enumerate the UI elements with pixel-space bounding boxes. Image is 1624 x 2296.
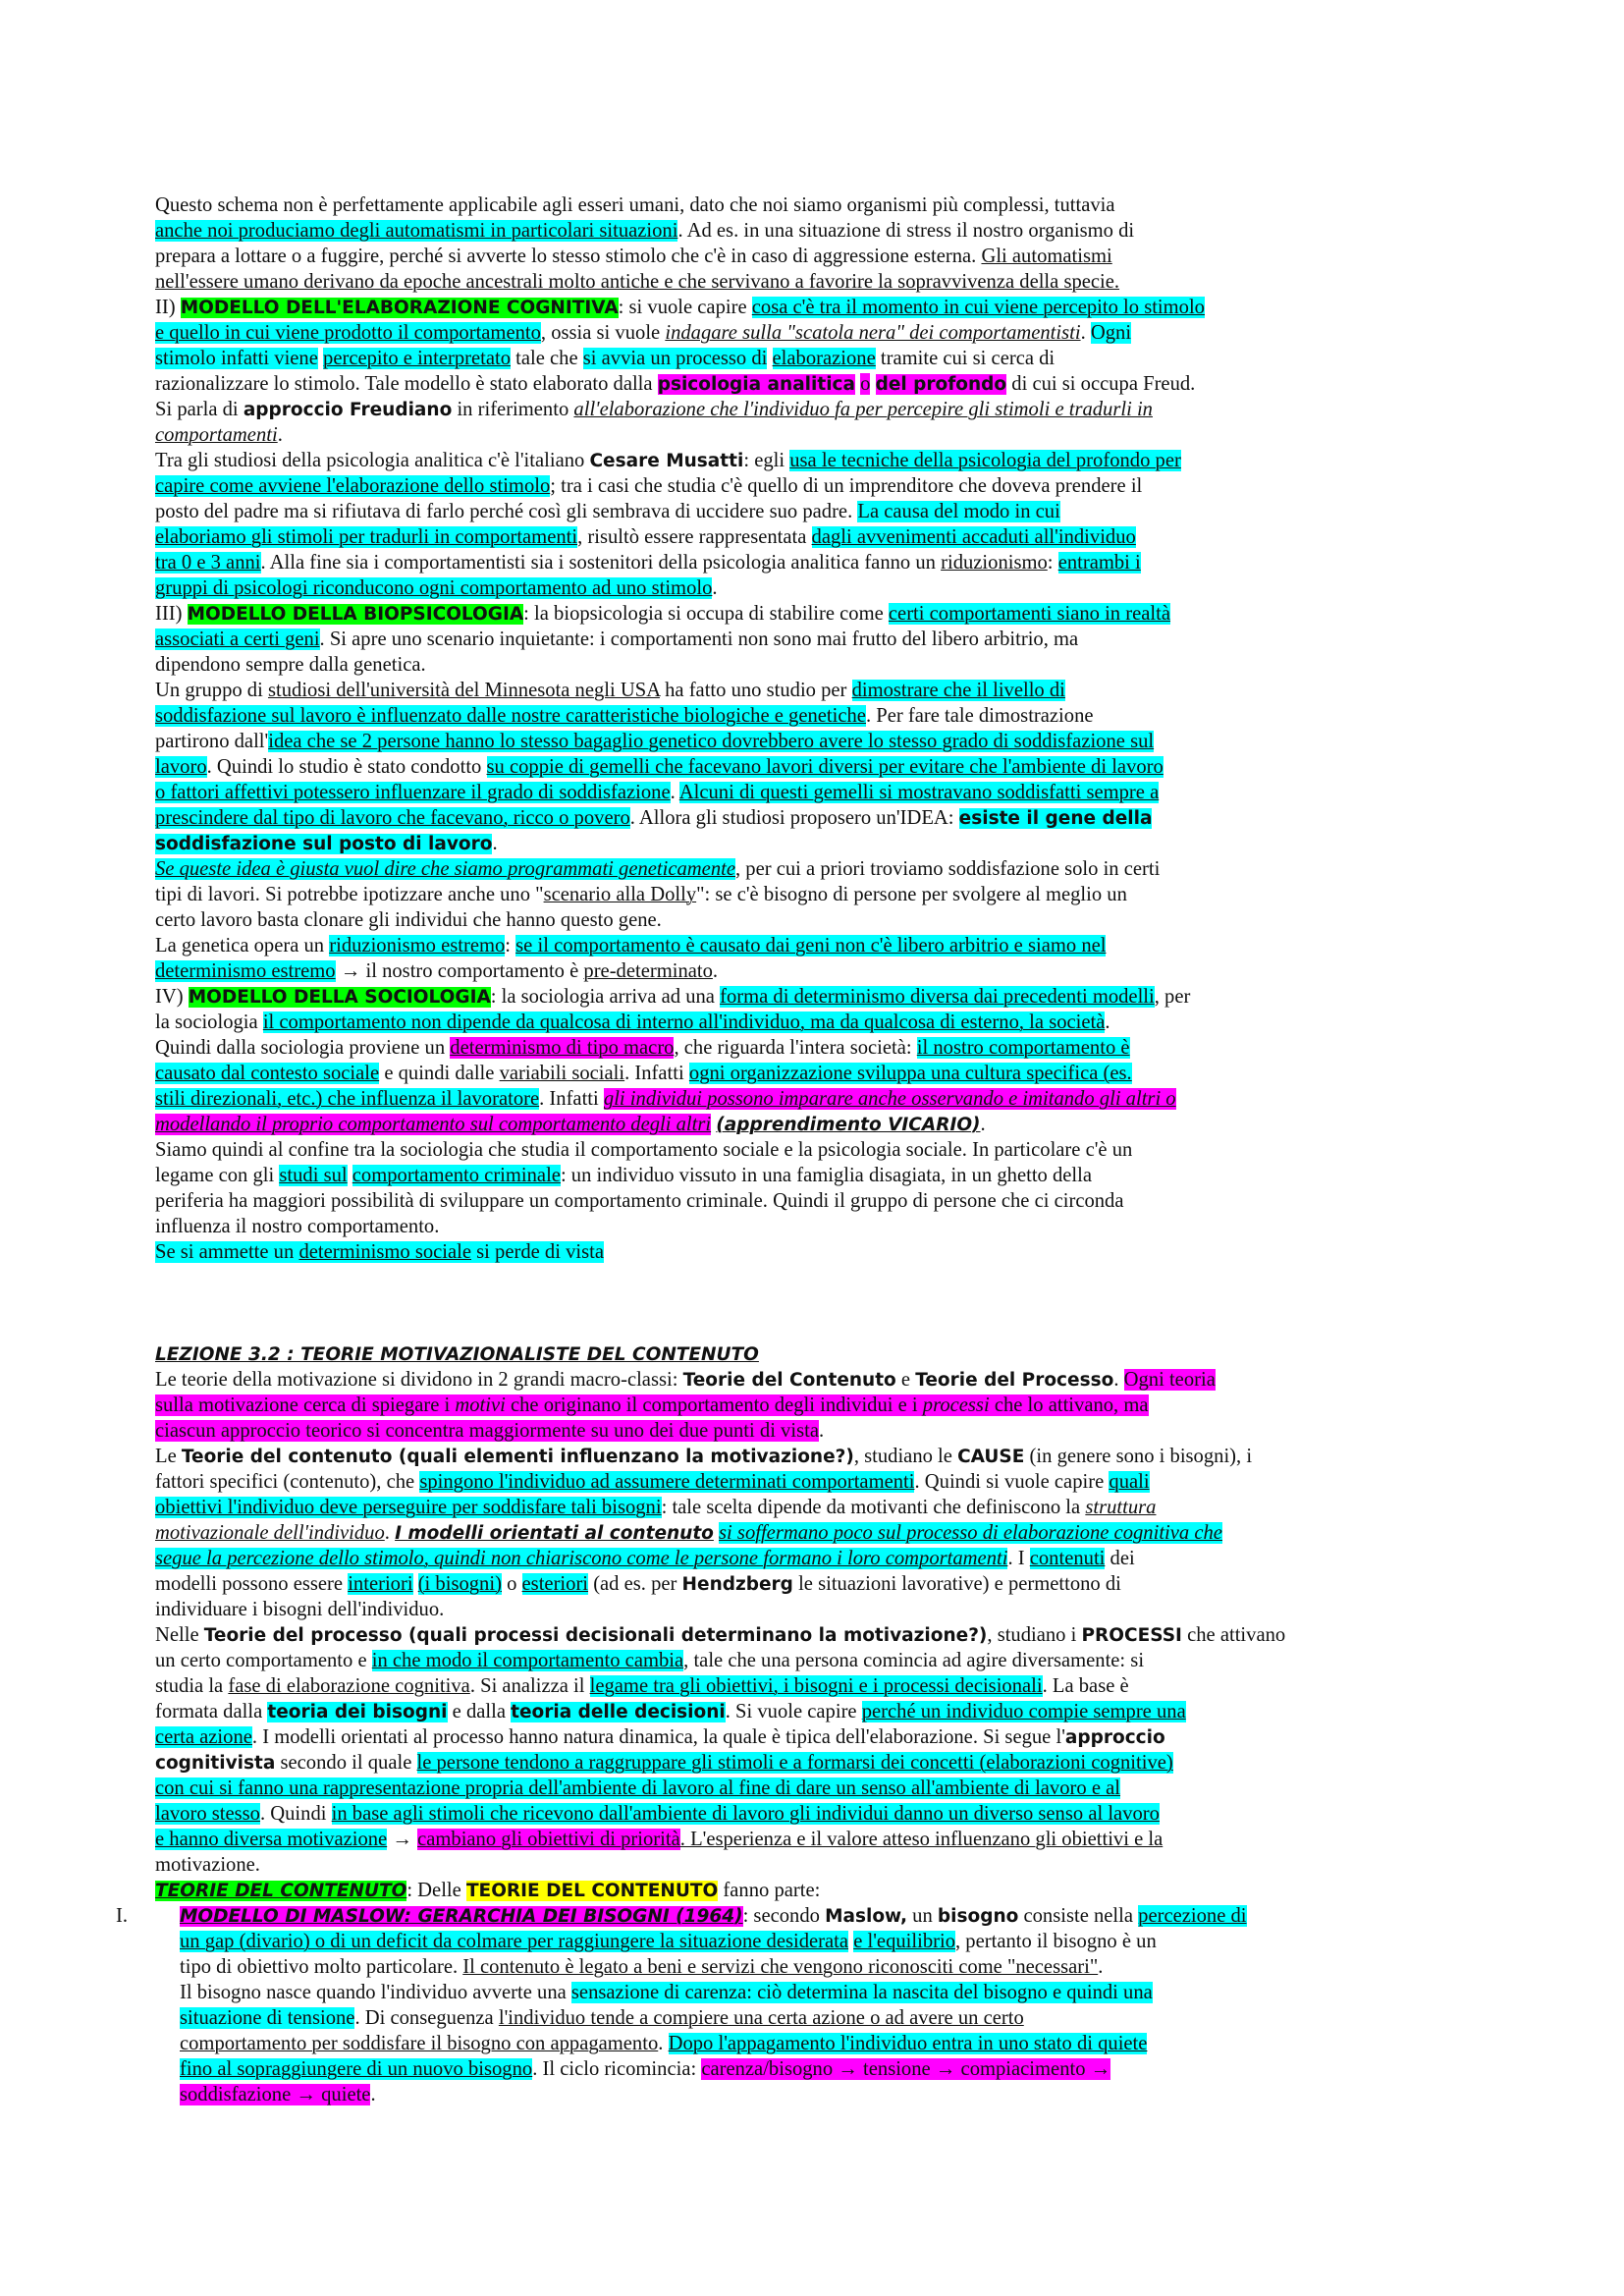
text-line: soddisfazione → quiete. (180, 2084, 376, 2105)
text-line: motivazionale dell'individuo. I modelli orientati al contenuto si soffermano poco sul processo di elaborazione cognitiva che (155, 1522, 1222, 1544)
text-line: Questo schema non è perfettamente applicabile agli esseri umani, dato che noi siamo organismi più complessi, tuttavia (155, 194, 1115, 216)
section-heading: MODELLO DELL'ELABORAZIONE COGNITIVA (180, 298, 619, 318)
section-heading: MODELLO DELLA BIOPSICOLOGIA (187, 604, 524, 625)
text-line: un gap (divario) o di un deficit da colmare per raggiungere la situazione desiderata e l'equilibrio, pertanto il bisogno è un (180, 1931, 1157, 1952)
text-line: periferia ha maggiori possibilità di sviluppare un comportamento criminale. Quindi il gruppo di persone che ci circonda (155, 1190, 1124, 1212)
text-line: Un gruppo di studiosi dell'università del Minnesota negli USA ha fatto uno studio per dimostrare che il livello di (155, 680, 1065, 701)
text-line: partirono dall'idea che se 2 persone hanno lo stesso bagaglio genetico dovrebbero avere lo stesso grado di soddisfazione sul (155, 731, 1155, 752)
text-line: cognitivista secondo il quale le persone tendono a raggruppare gli stimoli e a formarsi dei concetti (elaborazioni cognitive) (155, 1752, 1173, 1774)
text-line: con cui si fanno una rappresentazione propria dell'ambiente di lavoro al fine di dare un senso all'ambiente di lavoro e al (155, 1777, 1120, 1799)
text-line: un certo comportamento e in che modo il comportamento cambia, tale che una persona comincia ad agire diversamente: si (155, 1650, 1145, 1671)
text-line: Quindi dalla sociologia proviene un determinismo di tipo macro, che riguarda l'intera società: il nostro comportamento è (155, 1037, 1130, 1059)
list-item (116, 1903, 1489, 2107)
text-line: soddisfazione sul posto di lavoro. (155, 833, 498, 854)
text-line: certa azione. I modelli orientati al processo hanno natura dinamica, la quale è tipica dell'elaborazione. Si segue l'approccio (155, 1726, 1165, 1748)
text-line: Tra gli studiosi della psicologia analitica c'è l'italiano Cesare Musatti: egli usa le tecniche della psicologia del profondo per (155, 450, 1181, 471)
text-line: la sociologia il comportamento non dipende da qualcosa di interno all'individuo, ma da qualcosa di esterno, la società. (155, 1011, 1110, 1033)
text-line: Se si ammette un determinismo sociale si perde di vista (155, 1241, 604, 1263)
text-line: ciascun approccio teorico si concentra maggiormente su uno dei due punti di vista. (155, 1420, 825, 1442)
text-line: sulla motivazione cerca di spiegare i motivi che originano il comportamento degli individui e i processi che lo attivano, ma (155, 1394, 1149, 1416)
text-line: anche noi produciamo degli automatismi in particolari situazioni. Ad es. in una situazione di stress il nostro organismo di (155, 220, 1135, 242)
text-line: lavoro stesso. Quindi in base agli stimoli che ricevono dall'ambiente di lavoro gli individui danno un diverso senso al lavoro (155, 1803, 1160, 1825)
text-line: obiettivi l'individuo deve perseguire per soddisfare tali bisogni: tale scelta dipende da motivanti che definiscono la struttura (155, 1497, 1157, 1518)
text-line: fattori specifici (contenuto), che spingono l'individuo ad assumere determinati comportamenti. Quindi si vuole capire quali (155, 1471, 1150, 1493)
lesson-title: LEZIONE 3.2 : TEORIE MOTIVAZIONALISTE DEL CONTENUTO (155, 1344, 759, 1365)
text-line: prepara a lottare o a fuggire, perché si avverte lo stesso stimolo che c'è in caso di aggressione esterna. Gli automatismi (155, 246, 1112, 267)
text-line: Se queste idea è giusta vuol dire che siamo programmati geneticamente, per cui a priori troviamo soddisfazione solo in certi (155, 858, 1161, 880)
text-line: modelli possono essere interiori (i bisogni) o esteriori (ad es. per Hendzberg le situazioni lavorative) e permettono di (155, 1573, 1121, 1595)
text-line: prescindere dal tipo di lavoro che facevano, ricco o povero. Allora gli studiosi proposero un'IDEA: esiste il gene della (155, 807, 1153, 829)
section-heading: MODELLO DELLA SOCIOLOGIA (188, 987, 491, 1008)
text-line: soddisfazione sul lavoro è influenzato dalle nostre caratteristiche biologiche e genetiche. Per fare tale dimostrazione (155, 705, 1094, 727)
text-line: influenza il nostro comportamento. (155, 1216, 440, 1237)
text-line: nell'essere umano derivano da epoche ancestrali molto antiche e che servivano a favorire la sopravvivenza della specie. (155, 271, 1120, 293)
text-line: Il bisogno nasce quando l'individuo avverte una sensazione di carenza: ciò determina la nascita del bisogno e quindi una (180, 1982, 1153, 2003)
text-line: fino al sopraggiungere di un nuovo bisogno. Il ciclo ricomincia: carenza/bisogno → tensione → compiacimento → (180, 2058, 1111, 2080)
text-line: Le Teorie del contenuto (quali elementi influenzano la motivazione?), studiano le CAUSE (in genere sono i bisogni), i (155, 1446, 1253, 1467)
text-line (155, 1341, 1489, 1367)
text-line: tra 0 e 3 anni. Alla fine sia i comportamentisti sia i sostenitori della psicologia analitica fanno un riduzionismo: entrambi i (155, 552, 1141, 574)
text-line: formata dalla teoria dei bisogni e dalla teoria delle decisioni. Si vuole capire perché un individuo compie sempre una (155, 1701, 1186, 1722)
text-line: tipo di obiettivo molto particolare. Il contenuto è legato a beni e servizi che vengono riconosciti come "necessari". (180, 1956, 1104, 1978)
text-line: determinismo estremo → il nostro comportamento è pre-determinato. (155, 960, 719, 982)
text-line: Le teorie della motivazione si dividono in 2 grandi macro-classi: Teorie del Contenuto e Teorie del Processo. Ogni teoria (155, 1369, 1216, 1391)
subsection-heading: TEORIE DEL CONTENUTO (155, 1881, 407, 1901)
text-line: II) MODELLO DELL'ELABORAZIONE COGNITIVA: si vuole capire cosa c'è tra il momento in cui viene percepito lo stimolo (155, 297, 1205, 318)
spacer (155, 1265, 1489, 1341)
text-line: certo lavoro basta clonare gli individui che hanno questo gene. (155, 909, 662, 931)
text-line: TEORIE DEL CONTENUTO: Delle TEORIE DEL CONTENUTO fanno parte: (155, 1880, 821, 1901)
text-line: modellando il proprio comportamento sul comportamento degli altri (apprendimento VICARIO). (155, 1114, 986, 1135)
text-line: comportamenti. (155, 424, 283, 446)
text-line: comportamento per soddisfare il bisogno con appagamento. Dopo l'appagamento l'individuo entra in uno stato di quiete (180, 2033, 1148, 2054)
text-line: capire come avviene l'elaborazione dello stimolo; tra i casi che studia c'è quello di un imprenditore che doveva prendere il (155, 475, 1143, 497)
text-line: causato dal contesto sociale e quindi dalle variabili sociali. Infatti ogni organizzazione sviluppa una cultura specifica (es. (155, 1063, 1132, 1084)
text-line: Si parla di approccio Freudiano in riferimento all'elaborazione che l'individuo fa per percepire gli stimoli e tradurli in (155, 399, 1153, 420)
text-line: tipi di lavori. Si potrebbe ipotizzare anche uno "scenario alla Dolly": se c'è bisogno di persone per svolgere al meglio un (155, 884, 1127, 905)
text-line: situazione di tensione. Di conseguenza l'individuo tende a compiere una certa azione o ad avere un certo (180, 2007, 1024, 2029)
highlight-cyan: anche noi produciamo degli automatismi in particolari situazioni (155, 220, 678, 242)
text-line: lavoro. Quindi lo studio è stato condotto su coppie di gemelli che facevano lavori diversi per evitare che l'ambiente di lavoro (155, 756, 1164, 778)
text-line: e hanno diversa motivazione → cambiano gli obiettivi di priorità. L'esperienza e il valore atteso influenzano gli obiettivi e la (155, 1829, 1164, 1850)
text-line: o fattori affettivi potessero influenzare il grado di soddisfazione. Alcuni di questi gemelli si mostravano soddisfatti sempre a (155, 782, 1160, 803)
text-line: studia la fase di elaborazione cognitiva. Si analizza il legame tra gli obiettivi, i bisogni e i processi decisionali. La base è (155, 1675, 1129, 1697)
text-line: razionalizzare lo stimolo. Tale modello è stato elaborato dalla psicologia analitica o del profondo di cui si occupa Freud. (155, 373, 1196, 395)
text-line: posto del padre ma si rifiutava di farlo perché così gli sembrava di uccidere suo padre. La causa del modo in cui (155, 501, 1060, 522)
text-line: MODELLO DI MASLOW: GERARCHIA DEI BISOGNI (1964): secondo Maslow, un bisogno consiste nella percezione di (180, 1905, 1247, 1927)
text-line: Siamo quindi al confine tra la sociologia che studia il comportamento sociale e la psicologia sociale. In particolare c'è un (155, 1139, 1133, 1161)
text-line: dipendono sempre dalla genetica. (155, 654, 426, 676)
text-line: motivazione. (155, 1854, 260, 1876)
text-line: III) MODELLO DELLA BIOPSICOLOGIA: la biopsicologia si occupa di stabilire come certi comportamenti siano in realtà (155, 603, 1170, 625)
text-line: associati a certi geni. Si apre uno scenario inquietante: i comportamenti non sono mai frutto del libero arbitrio, ma (155, 629, 1079, 650)
list-number: I. (116, 1905, 129, 1927)
text-line: individuare i bisogni dell'individuo. (155, 1599, 445, 1620)
text-line: e quello in cui viene prodotto il comportamento, ossia si vuole indagare sulla "scatola nera" dei comportamentisti. Ogni (155, 322, 1132, 344)
text-line: gruppi di psicologi riconducono ogni comportamento ad uno stimolo. (155, 577, 718, 599)
text-line: legame con gli studi sul comportamento criminale: un individuo vissuto in una famiglia disagiata, in un ghetto della (155, 1165, 1093, 1186)
text-line: IV) MODELLO DELLA SOCIOLOGIA: la sociologia arriva ad una forma di determinismo diversa dai precedenti modelli, per (155, 986, 1191, 1008)
text-line: Nelle Teorie del processo (quali processi decisionali determinano la motivazione?), studiano i PROCESSI che attivano (155, 1624, 1286, 1646)
text-line: elaboriamo gli stimoli per tradurli in comportamenti, risultò essere rappresentata dagli avvenimenti accaduti all'individuo (155, 526, 1136, 548)
document-body (116, 192, 1489, 2107)
text-line: stili direzionali, etc.) che influenza il lavoratore. Infatti gli individui possono imparare anche osservando e imitando gli altri o (155, 1088, 1176, 1110)
text-line: stimolo infatti viene percepito e interpretato tale che si avvia un processo di elaborazione tramite cui si cerca di (155, 348, 1056, 369)
text-line: La genetica opera un riduzionismo estremo: se il comportamento è causato dai geni non c'è libero arbitrio e siamo nel (155, 935, 1107, 957)
text-line: segue la percezione dello stimolo, quindi non chiariscono come le persone formano i loro comportamenti. I contenuti dei (155, 1548, 1135, 1569)
